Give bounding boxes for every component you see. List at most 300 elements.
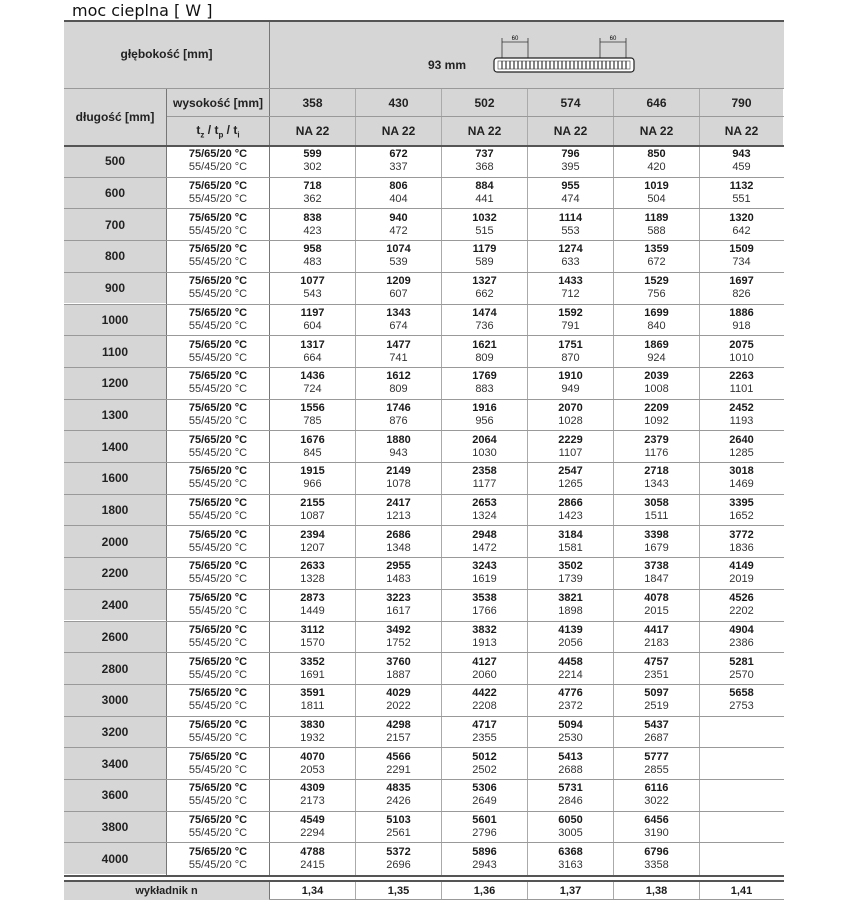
length-value: 3000 (101, 693, 129, 708)
value-secondary: 2649 (472, 795, 497, 808)
value-secondary: 2060 (472, 668, 497, 681)
value-cell (442, 558, 527, 589)
value-secondary: 918 (732, 319, 751, 332)
conditions-cell (167, 843, 269, 874)
value-primary: 1032 (472, 211, 497, 224)
value-cell (270, 241, 355, 272)
value-secondary: 2426 (386, 795, 411, 808)
value-cell (700, 843, 783, 874)
grid-hline (64, 462, 784, 463)
length-cell (64, 558, 166, 589)
value-cell (614, 305, 699, 336)
value-cell (270, 843, 355, 874)
value-primary: 5413 (558, 750, 583, 763)
exponent-label: wykładnik n (135, 885, 198, 897)
length-cell (64, 241, 166, 272)
value-primary: 3821 (558, 592, 583, 605)
value-secondary: 337 (389, 161, 408, 174)
value-primary: 1612 (386, 370, 411, 383)
value-secondary: 2688 (558, 763, 583, 776)
conditions-cell (167, 526, 269, 557)
value-primary: 5103 (386, 814, 411, 827)
value-cell (614, 368, 699, 399)
value-cell (528, 463, 613, 494)
value-secondary: 809 (475, 351, 494, 364)
condition-secondary: 55/45/20 °C (188, 478, 248, 491)
value-primary: 1074 (386, 243, 411, 256)
value-cell (442, 622, 527, 653)
value-primary: 4549 (300, 814, 325, 827)
length-cell (64, 431, 166, 462)
value-primary: 4298 (386, 718, 411, 731)
value-primary: 4566 (386, 750, 411, 763)
value-secondary: 420 (647, 161, 666, 174)
condition-primary: 75/65/20 °C (188, 655, 248, 668)
value-primary: 1179 (472, 243, 497, 256)
value-primary: 3018 (729, 465, 754, 478)
grid-hline (64, 747, 784, 748)
value-cell (442, 209, 527, 240)
condition-secondary: 55/45/20 °C (188, 795, 248, 808)
condition-secondary: 55/45/20 °C (188, 510, 248, 523)
value-primary: 6050 (558, 814, 583, 827)
length-cell (64, 526, 166, 557)
value-secondary: 302 (303, 161, 322, 174)
exponent-value: 1,34 (301, 885, 324, 897)
dim-label-right: 60 (609, 36, 617, 42)
value-secondary: 589 (475, 256, 494, 269)
type-value: NA 22 (467, 124, 502, 138)
value-secondary: 1469 (729, 478, 754, 491)
value-cell (528, 558, 613, 589)
value-cell (270, 653, 355, 684)
length-value: 1100 (101, 344, 129, 359)
value-primary: 4904 (729, 623, 754, 636)
value-cell (528, 273, 613, 304)
value-cell (528, 748, 613, 779)
value-primary: 6796 (644, 845, 669, 858)
condition-primary: 75/65/20 °C (188, 560, 248, 573)
value-secondary: 404 (389, 193, 408, 206)
value-primary: 943 (732, 148, 751, 161)
condition-secondary: 55/45/20 °C (188, 161, 248, 174)
value-cell (356, 495, 441, 526)
value-secondary: 2019 (729, 573, 754, 586)
height-header (614, 89, 699, 116)
value-primary: 1189 (644, 211, 669, 224)
exponent-cell (442, 882, 527, 900)
value-primary: 838 (303, 211, 322, 224)
value-secondary: 362 (303, 193, 322, 206)
value-cell (270, 717, 355, 748)
length-value: 600 (104, 186, 126, 201)
value-cell (700, 622, 783, 653)
length-value: 700 (104, 217, 126, 232)
value-cell (356, 812, 441, 843)
length-cell (64, 495, 166, 526)
condition-secondary: 55/45/20 °C (188, 383, 248, 396)
exponent-value: 1,35 (387, 885, 410, 897)
condition-secondary: 55/45/20 °C (188, 827, 248, 840)
value-secondary: 924 (647, 351, 666, 364)
grid-vline (355, 89, 356, 875)
length-value: 4000 (101, 851, 129, 866)
grid-hline (64, 811, 784, 812)
value-cell (442, 590, 527, 621)
grid-body-bottom (64, 875, 784, 877)
value-primary: 1209 (386, 275, 411, 288)
value-secondary: 441 (475, 193, 494, 206)
value-primary: 1869 (644, 338, 669, 351)
value-primary: 672 (389, 148, 408, 161)
value-cell (528, 653, 613, 684)
value-secondary: 1343 (644, 478, 669, 491)
value-cell (528, 590, 613, 621)
value-secondary: 2022 (386, 700, 411, 713)
value-cell (270, 685, 355, 716)
value-primary: 1751 (558, 338, 583, 351)
value-primary: 3538 (472, 592, 497, 605)
value-cell (270, 526, 355, 557)
value-secondary: 1348 (386, 541, 411, 554)
value-primary: 5731 (558, 782, 583, 795)
length-cell (64, 368, 166, 399)
conditions-cell (167, 400, 269, 431)
value-secondary: 543 (303, 288, 322, 301)
depth-label-cell (64, 20, 269, 88)
condition-primary: 75/65/20 °C (188, 687, 248, 700)
value-cell (356, 558, 441, 589)
value-primary: 955 (561, 180, 580, 193)
value-cell (442, 653, 527, 684)
value-primary: 3492 (386, 623, 411, 636)
condition-primary: 75/65/20 °C (188, 306, 248, 319)
grid-hline (64, 494, 784, 495)
value-primary: 2686 (386, 528, 411, 541)
length-label: długość [mm] (75, 110, 155, 124)
value-cell (528, 495, 613, 526)
value-secondary: 1423 (558, 510, 583, 523)
condition-secondary: 55/45/20 °C (188, 763, 248, 776)
value-cell (356, 241, 441, 272)
value-cell (528, 780, 613, 811)
value-primary: 1327 (472, 275, 497, 288)
value-cell (270, 209, 355, 240)
grid-vline (166, 89, 167, 875)
value-primary: 4757 (644, 655, 669, 668)
value-secondary: 633 (561, 256, 580, 269)
value-primary: 2955 (386, 560, 411, 573)
value-secondary: 3022 (644, 795, 669, 808)
value-primary: 2379 (644, 433, 669, 446)
value-secondary: 664 (303, 351, 322, 364)
value-primary: 1019 (644, 180, 669, 193)
conditions-cell (167, 590, 269, 621)
grid-hline (64, 684, 784, 685)
value-primary: 4139 (558, 623, 583, 636)
length-value: 800 (104, 249, 126, 264)
value-cell (700, 653, 783, 684)
value-cell (700, 558, 783, 589)
value-secondary: 1008 (644, 383, 669, 396)
exponent-value: 1,36 (473, 885, 496, 897)
value-secondary: 1752 (386, 636, 411, 649)
value-primary: 1433 (558, 275, 583, 288)
page-caption: moc cieplna [ W ] (72, 1, 213, 20)
height-header (442, 89, 527, 116)
value-secondary: 741 (389, 351, 408, 364)
value-cell (614, 209, 699, 240)
value-primary: 5777 (644, 750, 669, 763)
value-cell (700, 685, 783, 716)
value-cell (356, 685, 441, 716)
condition-primary: 75/65/20 °C (188, 401, 248, 414)
value-secondary: 1691 (300, 668, 325, 681)
value-secondary: 883 (475, 383, 494, 396)
value-primary: 1274 (558, 243, 583, 256)
value-secondary: 3005 (558, 827, 583, 840)
conditions-cell (167, 717, 269, 748)
value-secondary: 588 (647, 224, 666, 237)
value-secondary: 2519 (644, 700, 669, 713)
condition-secondary: 55/45/20 °C (188, 256, 248, 269)
condition-secondary: 55/45/20 °C (188, 605, 248, 618)
grid-hline (64, 525, 784, 526)
value-cell (442, 368, 527, 399)
value-cell (442, 336, 527, 367)
conditions-cell (167, 558, 269, 589)
grid-hline (64, 240, 784, 241)
exponent-value: 1,38 (645, 885, 668, 897)
height-value: 358 (302, 95, 323, 110)
value-cell (700, 273, 783, 304)
value-primary: 4526 (729, 592, 754, 605)
value-secondary: 472 (389, 224, 408, 237)
value-cell (356, 146, 441, 177)
value-primary: 2155 (300, 497, 325, 510)
value-secondary: 1107 (558, 446, 583, 459)
value-cell (614, 622, 699, 653)
value-cell (528, 812, 613, 843)
condition-secondary: 55/45/20 °C (188, 668, 248, 681)
value-cell (270, 495, 355, 526)
value-secondary: 2056 (558, 636, 583, 649)
condition-secondary: 55/45/20 °C (188, 224, 248, 237)
value-secondary: 1177 (472, 478, 497, 491)
value-primary: 850 (647, 148, 666, 161)
value-primary: 599 (303, 148, 322, 161)
grid-hline (64, 652, 784, 653)
value-primary: 2718 (644, 465, 669, 478)
length-value: 1400 (101, 439, 129, 454)
value-primary: 1343 (386, 306, 411, 319)
condition-secondary: 55/45/20 °C (188, 731, 248, 744)
value-primary: 3058 (644, 497, 669, 510)
value-cell (356, 843, 441, 874)
condition-secondary: 55/45/20 °C (188, 288, 248, 301)
length-cell (64, 812, 166, 843)
value-primary: 1077 (300, 275, 325, 288)
value-cell (614, 463, 699, 494)
value-cell (700, 146, 783, 177)
value-primary: 1746 (386, 401, 411, 414)
value-cell (700, 400, 783, 431)
grid-hline (64, 208, 784, 209)
length-cell (64, 305, 166, 336)
grid-vline (699, 89, 700, 875)
value-primary: 2358 (472, 465, 497, 478)
value-secondary: 1898 (558, 605, 583, 618)
value-secondary: 2855 (644, 763, 669, 776)
value-primary: 718 (303, 180, 322, 193)
value-secondary: 1836 (729, 541, 754, 554)
value-secondary: 712 (561, 288, 580, 301)
value-primary: 5281 (729, 655, 754, 668)
value-primary: 6116 (644, 782, 669, 795)
temp-label-cell (167, 117, 269, 145)
value-cell (700, 305, 783, 336)
value-cell (614, 400, 699, 431)
value-primary: 3502 (558, 560, 583, 573)
value-primary: 1359 (644, 243, 669, 256)
value-primary: 2653 (472, 497, 497, 510)
value-primary: 1317 (300, 338, 325, 351)
condition-primary: 75/65/20 °C (188, 750, 248, 763)
radiator-profile-diagram (488, 32, 640, 78)
length-value: 2800 (101, 661, 129, 676)
value-secondary: 734 (732, 256, 751, 269)
value-primary: 884 (475, 180, 494, 193)
length-value: 2200 (101, 566, 129, 581)
height-value: 646 (646, 95, 667, 110)
value-secondary: 809 (389, 383, 408, 396)
value-primary: 4029 (386, 687, 411, 700)
value-cell (614, 590, 699, 621)
value-secondary: 876 (389, 414, 408, 427)
length-cell (64, 336, 166, 367)
grid-hline (64, 367, 784, 368)
value-secondary: 2202 (729, 605, 754, 618)
condition-primary: 75/65/20 °C (188, 497, 248, 510)
condition-secondary: 55/45/20 °C (188, 446, 248, 459)
conditions-cell (167, 146, 269, 177)
height-header (700, 89, 783, 116)
value-secondary: 1483 (386, 573, 411, 586)
grid-hline (64, 589, 784, 590)
value-secondary: 736 (475, 319, 494, 332)
condition-secondary: 55/45/20 °C (188, 414, 248, 427)
condition-primary: 75/65/20 °C (188, 623, 248, 636)
value-secondary: 724 (303, 383, 322, 396)
value-secondary: 1766 (472, 605, 497, 618)
grid-top-border (64, 20, 784, 22)
condition-primary: 75/65/20 °C (188, 814, 248, 827)
value-secondary: 1101 (729, 383, 754, 396)
grid-hline (64, 399, 784, 400)
type-value: NA 22 (381, 124, 416, 138)
value-cell (700, 336, 783, 367)
type-header (700, 117, 783, 145)
value-cell (356, 209, 441, 240)
value-cell (270, 558, 355, 589)
value-secondary: 1324 (472, 510, 497, 523)
value-secondary: 474 (561, 193, 580, 206)
value-cell (528, 305, 613, 336)
value-primary: 1621 (472, 338, 497, 351)
height-value: 574 (560, 95, 581, 110)
conditions-cell (167, 463, 269, 494)
value-cell (442, 843, 527, 874)
value-cell (356, 431, 441, 462)
value-cell (614, 812, 699, 843)
value-secondary: 2183 (644, 636, 669, 649)
value-cell (356, 748, 441, 779)
value-secondary: 1028 (558, 414, 583, 427)
value-cell (700, 526, 783, 557)
value-primary: 1509 (729, 243, 754, 256)
exponent-value: 1,37 (559, 885, 582, 897)
height-value: 430 (388, 95, 409, 110)
value-primary: 5097 (644, 687, 669, 700)
condition-secondary: 55/45/20 °C (188, 319, 248, 332)
grid-hline (64, 272, 784, 273)
value-secondary: 1030 (472, 446, 497, 459)
height-value: 790 (731, 95, 752, 110)
length-cell (64, 463, 166, 494)
value-primary: 3738 (644, 560, 669, 573)
condition-secondary: 55/45/20 °C (188, 193, 248, 206)
value-cell (356, 178, 441, 209)
type-value: NA 22 (553, 124, 588, 138)
value-cell (528, 209, 613, 240)
value-cell (270, 273, 355, 304)
value-primary: 2209 (644, 401, 669, 414)
value-cell (614, 178, 699, 209)
condition-primary: 75/65/20 °C (188, 243, 248, 256)
value-cell (270, 400, 355, 431)
height-label: wysokość [mm] (172, 95, 264, 110)
value-cell (442, 431, 527, 462)
value-cell (700, 241, 783, 272)
value-primary: 3395 (729, 497, 754, 510)
type-header (442, 117, 527, 145)
value-secondary: 2053 (300, 763, 325, 776)
value-primary: 1886 (729, 306, 754, 319)
value-cell (614, 336, 699, 367)
value-secondary: 1617 (386, 605, 411, 618)
length-value: 1800 (101, 503, 129, 518)
value-cell (614, 717, 699, 748)
value-cell (270, 622, 355, 653)
value-secondary: 395 (561, 161, 580, 174)
value-cell (528, 368, 613, 399)
grid-hline (64, 88, 784, 89)
value-cell (442, 685, 527, 716)
grid-vline (441, 89, 442, 875)
conditions-cell (167, 622, 269, 653)
value-primary: 2547 (558, 465, 583, 478)
length-value: 900 (104, 281, 126, 296)
grid-vline (613, 89, 614, 875)
value-secondary: 1087 (300, 510, 325, 523)
value-cell (270, 336, 355, 367)
height-value: 502 (474, 95, 495, 110)
value-cell (442, 178, 527, 209)
value-cell (700, 463, 783, 494)
value-primary: 5601 (472, 814, 497, 827)
length-cell (64, 780, 166, 811)
value-primary: 2039 (644, 370, 669, 383)
